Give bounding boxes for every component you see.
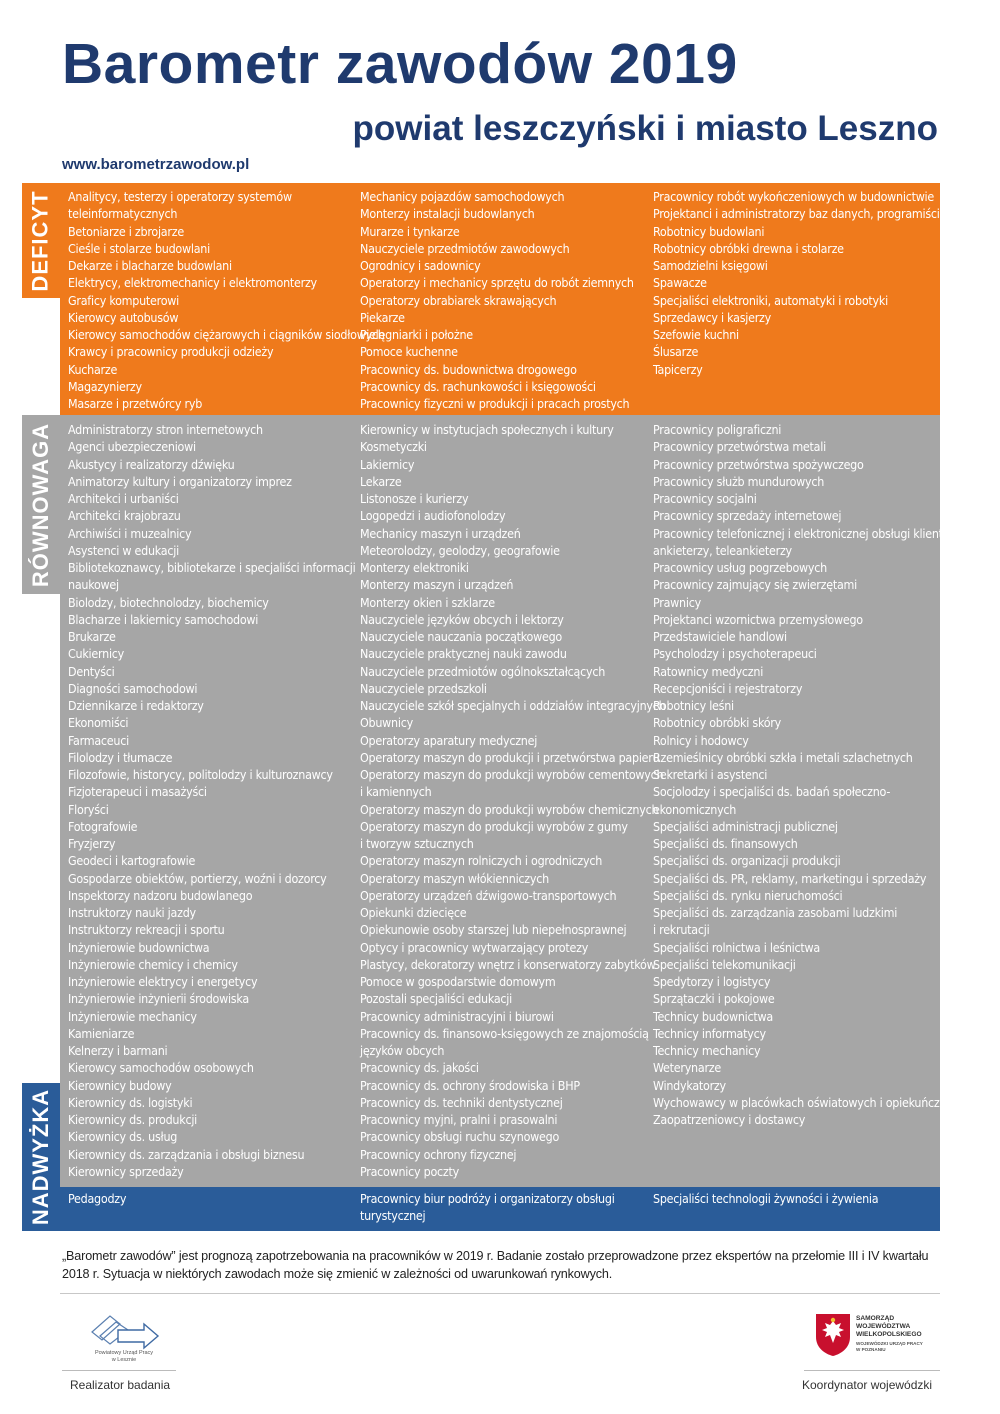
list-item: Pracownicy poczty xyxy=(360,1163,459,1179)
list-item: Piekarze xyxy=(360,309,405,325)
list-item: Operatorzy obrabiarek skrawających xyxy=(360,292,557,308)
list-item: Sekretarki i asystenci xyxy=(653,767,768,782)
list-item: Weterynarze xyxy=(653,1060,721,1076)
list-item: Nauczyciele szkół specjalnych i oddziałów integracyjnych xyxy=(360,698,666,713)
website-url[interactable]: www.barometrzawodow.pl xyxy=(62,156,250,173)
list-item: w Lesznie xyxy=(111,1357,137,1363)
list-item: ekonomicznych xyxy=(653,801,737,817)
list-item: Meteorolodzy, geolodzy, geografowie xyxy=(360,542,560,558)
list-item: Akustycy i realizatorzy dźwięku xyxy=(68,456,235,472)
tab-deficit-label: DEFICYT xyxy=(28,189,53,292)
list-item: WOJEWÓDZKI URZĄD PRACY xyxy=(856,1341,923,1346)
list-item: Mechanicy pojazdów samochodowych xyxy=(360,189,565,204)
list-item: Opiekunki dziecięce xyxy=(360,905,467,920)
list-item: języków obcych xyxy=(360,1043,445,1058)
list-item: Magazynierzy xyxy=(68,378,142,394)
list-item: Monterzy maszyn i urządzeń xyxy=(360,577,514,593)
list-item: Gospodarze obiektów, portierzy, woźni i dozorcy xyxy=(68,870,327,886)
list-item: Inżynierowie mechanicy xyxy=(68,1008,197,1024)
list-item: Kierownicy w instytucjach społecznych i kultury xyxy=(360,422,614,437)
list-item: Kierownicy ds. logistyki xyxy=(68,1094,193,1110)
list-item: Operatorzy maszyn rolniczych i ogrodniczych xyxy=(360,853,603,869)
footer-divider xyxy=(60,1293,940,1294)
left-caption-divider xyxy=(62,1370,176,1371)
right-logo-title xyxy=(856,1315,946,1339)
list-item: Dziennikarze i redaktorzy xyxy=(68,698,204,713)
list-item: Geodeci i kartografowie xyxy=(68,853,196,869)
list-item: Elektrycy, elektromechanicy i elektromonterzy xyxy=(68,275,317,291)
list-item: Masarze i przetwórcy ryb xyxy=(68,396,203,411)
list-item: Inspektorzy nadzoru budowlanego xyxy=(68,887,253,903)
list-item: Kosmetyczki xyxy=(360,439,427,455)
right-logo-subtitle xyxy=(856,1341,946,1353)
balance-column-2 xyxy=(360,421,666,1180)
list-item: Monterzy okien i szklarze xyxy=(360,594,495,610)
list-item: Samodzielni księgowi xyxy=(653,258,768,273)
list-item: Pracownicy socjalni xyxy=(653,491,757,506)
list-item: Kierowcy samochodów osobowych xyxy=(68,1060,254,1076)
page-subtitle: powiat leszczyński i miasto Leszno xyxy=(352,109,938,148)
list-item: Krawcy i pracownicy produkcji odzieży xyxy=(68,344,274,360)
list-item: Fotografowie xyxy=(68,818,138,834)
list-item: Monterzy instalacji budowlanych xyxy=(360,206,535,222)
list-item: Pracownicy zajmujący się zwierzętami xyxy=(653,577,857,593)
list-item: Asystenci w edukacji xyxy=(68,542,179,558)
tab-surplus xyxy=(22,1083,60,1231)
surplus-column-2 xyxy=(360,1190,652,1225)
list-item: Specjaliści administracji publicznej xyxy=(653,818,838,834)
list-item: Nauczyciele przedmiotów zawodowych xyxy=(360,240,570,256)
deficit-column-2 xyxy=(360,188,652,412)
list-item: Recepcjoniści i rejestratorzy xyxy=(653,680,803,696)
list-item: Pracownicy sprzedaży internetowej xyxy=(653,508,842,524)
list-item: Psycholodzy i psychoterapeuci xyxy=(653,646,817,662)
list-item: Inżynierowie elektrycy i energetycy xyxy=(68,974,258,989)
list-item: Specjaliści ds. organizacji produkcji xyxy=(653,853,841,869)
list-item: Wychowawcy w placówkach oświatowych i opiekuńczych xyxy=(653,1094,959,1110)
list-item: Operatorzy maszyn włókienniczych xyxy=(360,870,549,886)
list-item: Logopedzi i audiofonolodzy xyxy=(360,508,506,524)
list-item: Kierowcy autobusów xyxy=(68,309,179,325)
list-item: Animatorzy kultury i organizatorzy imprez xyxy=(68,473,292,489)
list-item: i kamiennych xyxy=(360,784,432,800)
list-item: Diagności samochodowi xyxy=(68,680,198,696)
list-item: Nauczyciele przedszkoli xyxy=(360,680,487,696)
list-item: Specjaliści rolnictwa i leśnictwa xyxy=(653,939,820,955)
list-item: turystycznej xyxy=(360,1208,426,1224)
list-item: Pozostali specjaliści edukacji xyxy=(360,991,512,1007)
list-item: Przedstawiciele handlowi xyxy=(653,629,787,644)
list-item: Brukarze xyxy=(68,629,116,644)
list-item: Inżynierowie budownictwa xyxy=(68,939,210,955)
list-item: Szefowie kuchni xyxy=(653,327,739,342)
list-item: Pracownicy biur podróży i organizatorzy obsługi xyxy=(360,1191,615,1206)
left-caption: Realizator badania xyxy=(70,1378,171,1392)
list-item: Pracownicy administracyjni i biurowi xyxy=(360,1008,554,1024)
list-item: ankieterzy, teleankieterzy xyxy=(653,542,792,558)
list-item: naukowej xyxy=(68,577,119,593)
list-item: Kamieniarze xyxy=(68,1025,135,1041)
list-item: Ekonomiści xyxy=(68,715,129,731)
list-item: W POZNANIU xyxy=(856,1347,886,1352)
list-item: Tapicerzy xyxy=(653,361,703,377)
list-item: Pracownicy ds. ochrony środowiska i BHP xyxy=(360,1077,580,1093)
list-item: Pracownicy ds. budownictwa drogowego xyxy=(360,361,577,377)
tab-balance-label: RÓWNOWAGA xyxy=(28,422,54,587)
list-item: i rekrutacji xyxy=(653,922,710,938)
list-item: Kierownicy budowy xyxy=(68,1077,172,1093)
list-item: Plastycy, dekoratorzy wnętrz i konserwatorzy zabytków xyxy=(360,956,656,972)
left-logo-text xyxy=(64,1350,184,1364)
list-item: Pracownicy ochrony fizycznej xyxy=(360,1146,517,1162)
list-item: Architekci krajobrazu xyxy=(68,508,181,524)
list-item: Administratorzy stron internetowych xyxy=(68,422,263,437)
list-item: Sprzedawcy i kasjerzy xyxy=(653,309,771,325)
list-item: Specjaliści elektroniki, automatyki i robotyki xyxy=(653,292,888,308)
list-item: Kierowcy samochodów ciężarowych i ciągników siodłowych xyxy=(68,327,385,342)
list-item: Robotnicy obróbki skóry xyxy=(653,715,781,731)
balance-column-1 xyxy=(68,421,358,1180)
list-item: Pracownicy poligraficzni xyxy=(653,422,782,437)
list-item: Biolodzy, biotechnolodzy, biochemicy xyxy=(68,594,269,610)
list-item: Sprzątaczki i pokojowe xyxy=(653,991,775,1007)
list-item: Cukiernicy xyxy=(68,646,125,662)
section-surplus xyxy=(60,1187,940,1231)
list-item: Pedagodzy xyxy=(68,1191,127,1206)
list-item: Specjaliści ds. finansowych xyxy=(653,836,798,851)
list-item: Kucharze xyxy=(68,361,118,377)
footer-note: „Barometr zawodów” jest prognozą zapotrzebowania na pracowników w 2019 r. Badanie zostało przeprowadzone przez ekspertów na przełomie III i IV kwartału 2018 r. Sytuacja w niektórych zawodach może się zmienić w zależności od uwarunkowań rynkowych. xyxy=(62,1249,929,1281)
list-item: Technicy informatycy xyxy=(653,1025,766,1041)
list-item: Prawnicy xyxy=(653,594,701,610)
list-item: Optycy i pracownicy wytwarzający protezy xyxy=(360,939,589,955)
list-item: Pracownicy przetwórstwa metali xyxy=(653,439,826,455)
list-item: Technicy mechanicy xyxy=(653,1043,761,1058)
list-item: Pielęgniarki i położne xyxy=(360,327,473,342)
list-item: Pracownicy ds. jakości xyxy=(360,1060,479,1076)
list-item: Agenci ubezpieczeniowi xyxy=(68,439,196,455)
list-item: Operatorzy maszyn do produkcji wyrobów z gumy xyxy=(360,818,628,834)
section-deficit xyxy=(60,183,940,415)
list-item: Filolodzy i tłumacze xyxy=(68,749,173,765)
list-item: Specjaliści ds. rynku nieruchomości xyxy=(653,887,843,903)
section-balance xyxy=(60,415,959,1187)
list-item: Pracownicy obsługi ruchu szynowego xyxy=(360,1129,560,1145)
list-item: Floryści xyxy=(68,801,109,817)
list-item: Socjolodzy i specjaliści ds. badań społeczno- xyxy=(653,784,891,800)
coat-of-arms-icon xyxy=(815,1313,851,1357)
list-item: Lekarze xyxy=(360,473,402,489)
list-item: Specjaliści ds. PR, reklamy, marketingu i sprzedaży xyxy=(653,870,927,886)
list-item: Technicy budownictwa xyxy=(653,1008,773,1024)
list-item: Instruktorzy rekreacji i sportu xyxy=(68,922,225,938)
list-item: Nauczyciele nauczania początkowego xyxy=(360,629,562,644)
list-item: Inżynierowie chemicy i chemicy xyxy=(68,956,238,972)
list-item: Windykatorzy xyxy=(653,1077,726,1093)
list-item: Ratownicy medyczni xyxy=(653,663,764,679)
list-item: Rzemieślnicy obróbki szkła i metali szlachetnych xyxy=(653,749,913,765)
list-item: SAMORZĄD WOJEWÓDZTWA xyxy=(856,1315,911,1330)
list-item: Specjaliści ds. zarządzania zasobami ludzkimi xyxy=(653,905,898,920)
list-item: Lakiernicy xyxy=(360,456,415,472)
list-item: Dekarze i blacharze budowlani xyxy=(68,258,232,273)
list-item: Nauczyciele języków obcych i lektorzy xyxy=(360,611,564,627)
list-item: Kierownicy ds. usług xyxy=(68,1129,178,1145)
list-item: Analitycy, testerzy i operatorzy systemów xyxy=(68,189,292,204)
surplus-column-3 xyxy=(653,1190,940,1207)
list-item: Projektanci i administratorzy baz danych, programiści xyxy=(653,206,940,222)
list-item: i tworzyw sztucznych xyxy=(360,836,474,851)
list-item: Pomoce kuchenne xyxy=(360,344,458,360)
list-item: Projektanci wzornictwa przemysłowego xyxy=(653,611,863,627)
list-item: Robotnicy leśni xyxy=(653,698,734,713)
list-item: Murarze i tynkarze xyxy=(360,223,460,239)
page-title: Barometr zawodów 2019 xyxy=(62,32,738,96)
list-item: Listonosze i kurierzy xyxy=(360,491,469,506)
list-item: Operatorzy maszyn do produkcji wyrobów cementowych xyxy=(360,767,664,782)
list-item: Pomoce w gospodarstwie domowym xyxy=(360,974,556,989)
list-item: Pracownicy telefonicznej i elektronicznej obsługi klienta, xyxy=(653,525,953,541)
list-item: Nauczyciele praktycznej nauki zawodu xyxy=(360,646,567,662)
list-item: Pracownicy służb mundurowych xyxy=(653,473,825,489)
list-item: Architekci i urbaniści xyxy=(68,491,179,506)
list-item: Zaopatrzeniowcy i dostawcy xyxy=(653,1112,806,1127)
list-item: Kierownicy ds. zarządzania i obsługi biznesu xyxy=(68,1146,305,1162)
list-item: Monterzy elektroniki xyxy=(360,560,469,575)
list-item: Obuwnicy xyxy=(360,715,413,731)
list-item: WIELKOPOLSKIEGO xyxy=(856,1331,922,1338)
list-item: Dentyści xyxy=(68,663,115,679)
list-item: Kierownicy ds. produkcji xyxy=(68,1112,198,1127)
list-item: Ślusarze xyxy=(653,344,699,360)
list-item: Kierownicy sprzedaży xyxy=(68,1163,184,1179)
right-caption: Koordynator wojewódzki xyxy=(802,1378,933,1392)
list-item: Pracownicy myjni, pralni i prasowalni xyxy=(360,1112,558,1127)
list-item: Kelnerzy i barmani xyxy=(68,1043,168,1058)
list-item: teleinformatycznych xyxy=(68,206,178,222)
list-item: Mechanicy maszyn i urządzeń xyxy=(360,525,521,541)
tab-balance xyxy=(22,415,60,594)
list-item: Rolnicy i hodowcy xyxy=(653,732,749,748)
list-item: Specjaliści technologii żywności i żywienia xyxy=(653,1191,879,1206)
deficit-column-3 xyxy=(653,188,940,378)
list-item: Spedytorzy i logistycy xyxy=(653,974,771,989)
list-item: Fizjoterapeuci i masażyści xyxy=(68,784,207,800)
tab-surplus-label: NADWYŻKA xyxy=(28,1088,54,1226)
balance-column-3 xyxy=(653,421,959,1128)
list-item: Bibliotekoznawcy, bibliotekarze i specjaliści informacji xyxy=(68,560,356,575)
list-item: Pracownicy ds. rachunkowości i księgowości xyxy=(360,378,596,394)
surplus-column-1 xyxy=(68,1190,358,1207)
tab-deficit xyxy=(22,183,60,298)
list-item: Spawacze xyxy=(653,275,707,291)
list-item: Specjaliści telekomunikacji xyxy=(653,956,796,972)
list-item: Pracownicy fizyczni w produkcji i pracach prostych xyxy=(360,396,630,411)
list-item: Pracownicy ds. finansowo-księgowych ze znajomością xyxy=(360,1025,649,1041)
list-item: Inżynierowie inżynierii środowiska xyxy=(68,991,249,1007)
list-item: Archiwiści i muzealnicy xyxy=(68,525,192,541)
list-item: Farmaceuci xyxy=(68,732,129,748)
list-item: Pracownicy przetwórstwa spożywczego xyxy=(653,456,864,472)
list-item: Filozofowie, historycy, politolodzy i kulturoznawcy xyxy=(68,767,333,782)
list-item: Robotnicy obróbki drewna i stolarze xyxy=(653,240,844,256)
list-item: Operatorzy maszyn do produkcji wyrobów chemicznych xyxy=(360,801,659,817)
list-item: Fryzjerzy xyxy=(68,836,116,851)
list-item: Instruktorzy nauki jazdy xyxy=(68,905,196,920)
list-item: Cieśle i stolarze budowlani xyxy=(68,240,210,256)
list-item: Graficy komputerowi xyxy=(68,292,179,308)
list-item: Nauczyciele przedmiotów ogólnokształcących xyxy=(360,663,606,679)
list-item: Operatorzy maszyn do produkcji i przetwórstwa papieru xyxy=(360,749,660,765)
list-item: Pracownicy robót wykończeniowych w budownictwie xyxy=(653,189,935,204)
list-item: Blacharze i lakiernicy samochodowi xyxy=(68,611,259,627)
list-item: Robotnicy budowlani xyxy=(653,223,765,239)
list-item: Opiekunowie osoby starszej lub niepełnosprawnej xyxy=(360,922,627,938)
list-item: Pracownicy usług pogrzebowych xyxy=(653,560,827,575)
list-item: Pracownicy ds. techniki dentystycznej xyxy=(360,1094,563,1110)
right-caption-divider xyxy=(804,1370,940,1371)
list-item: Ogrodnicy i sadownicy xyxy=(360,258,481,273)
list-item: Powiatowy Urząd Pracy xyxy=(94,1350,154,1356)
list-item: Operatorzy aparatury medycznej xyxy=(360,732,538,748)
list-item: Operatorzy i mechanicy sprzętu do robót ziemnych xyxy=(360,275,634,291)
list-item: Betoniarze i zbrojarze xyxy=(68,223,184,239)
list-item: Operatorzy urządzeń dźwigowo-transportowych xyxy=(360,887,617,903)
